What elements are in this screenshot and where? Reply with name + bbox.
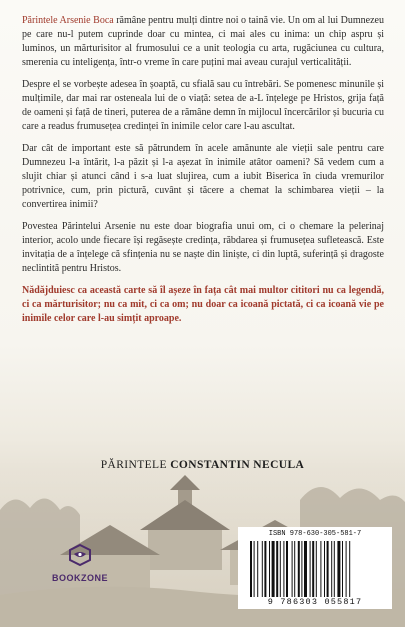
blurb-paragraph-1: [22, 14, 384, 70]
publisher-logo: [45, 542, 115, 583]
blurb-text-1: rămâne pentru mulți dintre noi o taină vie. Un om al lui Dumnezeu pe care nu-l putem cuprinde doar cu mintea, ci mai ales cu inima: un chip aspru și luminos, un mărturisitor al frumosului ce a unit teologia cu arta, rugăciunea cu cultura, smerenia cu inteligența, într-o vreme în care puțini mai aveau curajul verticalității.: [22, 15, 384, 68]
isbn-number: ISBN 978-630-305-581-7: [268, 530, 362, 538]
blurb-paragraph-3: Dar cât de important este să pătrundem în acele amănunte ale vieții sale pentru care Dumnezeu l-a întărit, l-a păzit și l-a așezat în inimile atâtor oameni? Să vedem cum a slujit chiar și atunci când i s-a luat slujirea, cum a iubit Biserica în ciuda vremurilor potrivnice, cum, prin pictură, cuvânt și tăcere a chemat la schimbarea vieții – la convertirea inimii?: [22, 143, 384, 210]
blurb-paragraph-4: Povestea Părintelui Arsenie nu este doar biografia unui om, ci o chemare la pelerinaj interior, acolo unde fiecare își regăsește credința, răbdarea și frumusețea sufletească. Este invitația de a înțelege că sfințenia nu se naște din liniște, ci din luptă, suferință și dragoste neclintită pentru Hristos.: [22, 221, 384, 274]
author-prefix: PĂRINTELE: [100, 459, 167, 471]
closing-statement: Nădăjduiesc ca această carte să îl așeze în fața cât mai multor cititori nu ca legendă, ci ca mărturisitor; nu ca mit, ci ca om; nu doar ca icoană pictată, ci ca icoană vie pe inimile celor care l-au simțit aproape.: [22, 285, 384, 324]
subject-name: Părintele Arsenie Boca: [22, 15, 114, 26]
publisher-name: BOOKZONE: [51, 573, 108, 583]
author-line: [0, 459, 405, 471]
blurb: [22, 14, 384, 334]
author-name: CONSTANTIN NECULA: [170, 459, 305, 471]
blurb-paragraph-2: Despre el se vorbește adesea în șoaptă, cu sfială sau cu întrebări. Se pomenesc minunile și mulțimile, dar mai rar osteneala lui de o viață: setea de a-L înțelege pe Hristos, grija față de oameni și față de tineri, puterea de a rămâne demn în mijlocul încercărilor și bucuria cu care a readus frumusețea credinței în inimile celor care l-au ascultat.: [22, 79, 384, 132]
barcode: [238, 527, 392, 609]
barcode-bars: [250, 541, 380, 597]
ean-digits: 9 786303 055817: [267, 597, 363, 607]
publisher-emblem-icon: [66, 542, 94, 568]
